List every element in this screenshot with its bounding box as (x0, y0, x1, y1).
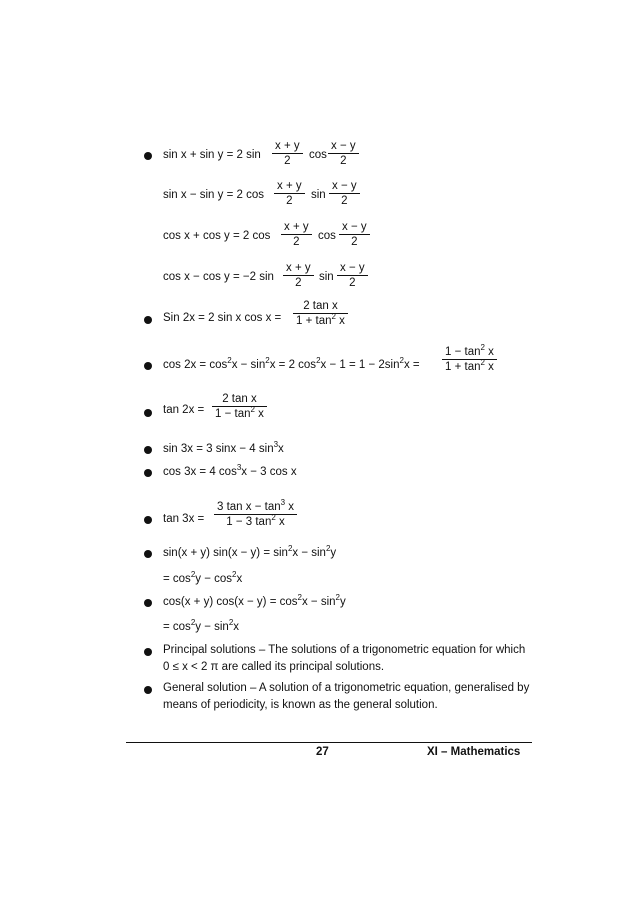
denominator (293, 314, 348, 327)
footer-subject: XI – Mathematics (427, 746, 521, 758)
exponent: 2 (232, 570, 237, 579)
formula-tan3x-lhs: tan 3x = (163, 513, 205, 525)
exponent: 2 (287, 544, 293, 553)
bullet (144, 550, 152, 558)
text: x (236, 573, 243, 585)
bullet (144, 409, 152, 417)
text: = cos (163, 573, 191, 585)
exponent: 3 (280, 498, 286, 507)
fraction (442, 343, 497, 373)
text: x = (403, 359, 420, 371)
bullet (144, 362, 152, 370)
numerator: x + y (284, 221, 309, 233)
fraction (329, 180, 360, 207)
numerator (214, 498, 297, 514)
bullet (144, 446, 152, 454)
numerator: x − y (332, 180, 357, 192)
num-text: 1 − tan (445, 346, 481, 358)
bullet (144, 648, 152, 656)
numerator: 2 tan x (303, 300, 338, 312)
numerator: x + y (286, 262, 311, 274)
denominator: 2 (340, 155, 347, 167)
text: cos(x + y) cos(x − y) = cos (163, 596, 298, 608)
text: x − 3 cos x (241, 466, 297, 478)
numerator (442, 343, 497, 359)
exponent: 2 (190, 570, 196, 579)
page-number: 27 (316, 746, 329, 758)
text: x − sin (231, 359, 266, 371)
denominator: 2 (341, 195, 348, 207)
den-text: 1 + tan (445, 361, 481, 373)
den-text: x (275, 516, 285, 528)
numerator: x + y (277, 180, 302, 192)
text: y (330, 547, 337, 559)
denominator: 2 (295, 277, 302, 289)
bullet (144, 686, 152, 694)
formula-sum-cos-lhs: cos x + cos y = 2 cos (163, 230, 271, 242)
text: = cos (163, 621, 191, 633)
exponent: 2 (480, 358, 485, 367)
exponent: 3 (273, 440, 279, 449)
fraction (272, 140, 303, 167)
fraction (214, 498, 297, 528)
den-text: x (254, 408, 264, 420)
fraction (328, 140, 359, 167)
formula-prod-cos-2 (163, 618, 240, 633)
formula-mid: sin (311, 189, 326, 201)
bullet (144, 516, 152, 524)
exponent: 2 (271, 513, 276, 522)
text: y − cos (195, 573, 233, 585)
numerator: 2 tan x (222, 393, 257, 405)
principal-solutions-text: Principal solutions – The solutions of a trigonometric equation for which 0 ≤ x < 2 π are called its principal solutions. (163, 644, 526, 673)
den-text: x (484, 361, 494, 373)
formula-cos3x (163, 463, 297, 478)
text: y − sin (195, 621, 229, 633)
denominator (223, 515, 288, 528)
fraction (337, 262, 368, 289)
exponent: 2 (331, 312, 336, 321)
exponent: 2 (335, 593, 340, 602)
den-text: 1 + tan (296, 315, 332, 327)
den-text: 1 − 3 tan (226, 516, 272, 528)
text: x = 2 cos (269, 359, 317, 371)
text: cos 2x = cos (163, 359, 228, 371)
fraction (212, 393, 267, 420)
exponent: 3 (236, 463, 242, 472)
exponent: 2 (265, 356, 270, 365)
formula-sin2x-lhs: Sin 2x = 2 sin x cos x = (163, 312, 282, 324)
text: x (233, 621, 240, 633)
fraction (281, 221, 312, 248)
text: cos 3x = 4 cos (163, 466, 237, 478)
exponent: 2 (480, 343, 485, 352)
exponent: 2 (399, 356, 404, 365)
exponent: 2 (250, 405, 255, 414)
denominator: 2 (351, 236, 358, 248)
denominator: 2 (293, 236, 300, 248)
exponent: 2 (297, 593, 302, 602)
den-text: 1 − tan (215, 408, 251, 420)
footer-rule (126, 742, 532, 743)
den-text: x (335, 315, 345, 327)
numerator: x − y (340, 262, 365, 274)
exponent: 2 (190, 618, 196, 627)
bullet (144, 469, 152, 477)
text: x − sin (292, 547, 326, 559)
text: x − sin (301, 596, 336, 608)
fraction (339, 221, 370, 248)
text: x (278, 443, 284, 455)
formula-tan2x-lhs: tan 2x = (163, 404, 205, 416)
denominator (442, 360, 497, 373)
fraction (293, 300, 348, 327)
denominator: 2 (284, 155, 291, 167)
bullet (144, 152, 152, 160)
bullet (144, 599, 152, 607)
num-text: x (484, 346, 494, 358)
fraction (274, 180, 305, 207)
text: sin(x + y) sin(x − y) = sin (163, 547, 288, 559)
formula-prod-sin-2 (163, 570, 243, 585)
text: y (340, 596, 346, 608)
num-text: 3 tan x − tan (217, 501, 281, 513)
exponent: 2 (316, 356, 321, 365)
num-text: x (285, 501, 295, 513)
exponent: 2 (228, 618, 234, 627)
text: x − 1 = 1 − 2sin (320, 359, 400, 371)
denominator: 2 (349, 277, 356, 289)
formula-prod-sin (163, 544, 337, 559)
bullet (144, 316, 152, 324)
text: sin 3x = 3 sinx − 4 sin (163, 443, 274, 455)
numerator: x − y (342, 221, 367, 233)
fraction (283, 262, 314, 289)
formula-mid: cos (309, 149, 327, 161)
exponent: 2 (325, 544, 331, 553)
formula-cos2x-lhs (163, 356, 420, 371)
formula-diff-cos-lhs: cos x − cos y = −2 sin (163, 271, 274, 283)
numerator: x − y (331, 140, 356, 152)
numerator: x + y (275, 140, 300, 152)
formula-diff-sin-lhs: sin x − sin y = 2 cos (163, 189, 264, 201)
formula-sin3x (163, 440, 284, 455)
exponent: 2 (227, 356, 232, 365)
formula-prod-cos (163, 593, 346, 608)
denominator (212, 407, 267, 420)
denominator: 2 (286, 195, 293, 207)
general-solution-text: General solution – A solution of a trigonometric equation, generalised by means of periodicity, is known as the general solution. (163, 682, 530, 711)
formula-sum-sin-lhs: sin x + sin y = 2 sin (163, 149, 261, 161)
formula-mid: sin (319, 271, 334, 283)
formula-mid: cos (318, 230, 336, 242)
